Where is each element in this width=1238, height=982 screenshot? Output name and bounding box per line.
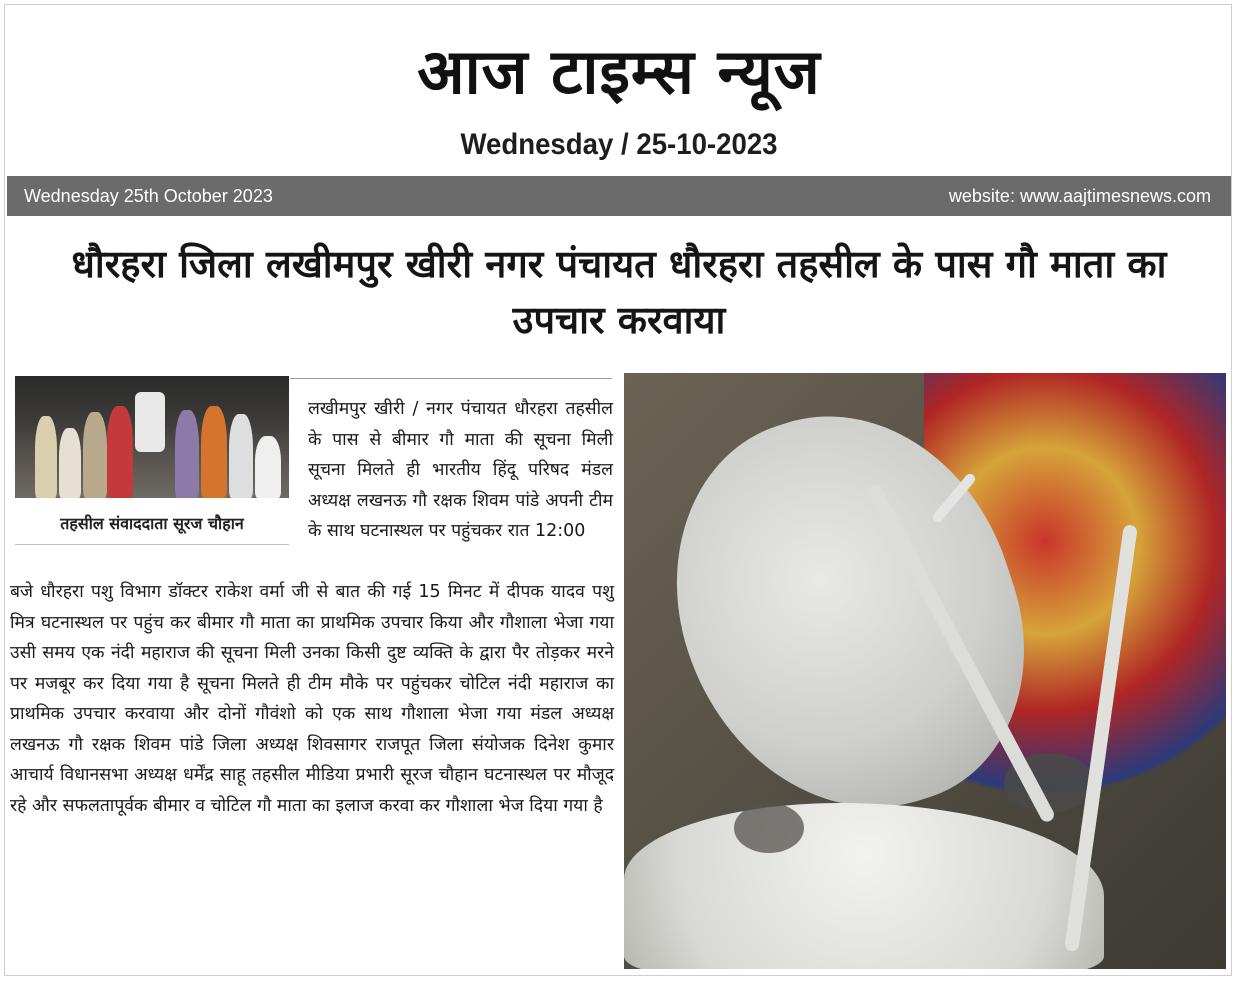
reporter-group-photo: [15, 376, 289, 498]
issue-date: Wednesday / 25-10-2023: [460, 128, 778, 161]
info-bar-website[interactable]: website: www.aajtimesnews.com: [948, 186, 1211, 206]
article-body-intro: लखीमपुर खीरी / नगर पंचायत धौरहरा तहसील के पास से बीमार गौ माता की सूचना मिली सूचना मिलते ही भारतीय हिंदू परिषद मंडल अध्यक्ष लखनऊ गौ रक्षक शिवम पांडे अपनी टीम के साथ घटनास्थल पर पहुंचकर रात 12:00: [308, 399, 613, 541]
info-bar-date: Wednesday 25th October 2023: [24, 186, 273, 206]
article-body-continued: बजे धौरहरा पशु विभाग डॉक्टर राकेश वर्मा जी से बात की गई 15 मिनट में दीपक यादव पशु मित्र घटनास्थल पर पहुंच कर बीमार गौ माता का प्राथमिक उपचार किया और गौशाला भेजा गया उसी समय एक नंदी महाराज की सूचना मिली उनका किसी दुष्ट व्यक्ति के द्वारा पैर तोड़कर मरने पर मजबूर कर दिया गया है सूचना मिलते ही टीम मौके पर पहुंचकर चोटिल नंदी महाराज का प्राथमिक उपचार करवाया और दोनों गौवंशो को एक साथ गौशाला भेजा गया मंडल अध्यक्ष लखनऊ गौ रक्षक शिवम पांडे जिला अध्यक्ष शिवसागर राजपूत जिला संयोजक दिनेश कुमार आचार्य विधानसभा अध्यक्ष धर्मेंद्र साहू तहसील मीडिया प्रभारी सूरज चौहान घटनास्थल पर मौजूद रहे और सफलतापूर्वक बीमार व चोटिल गौ माता का इलाज करवा कर गौशाला भेज दिया गया है: [10, 582, 614, 816]
cow-treatment-photo: [624, 373, 1226, 969]
newspaper-masthead: आज टाइम्स न्यूज: [417, 35, 821, 108]
photo-caption: तहसील संवाददाता सूरज चौहान: [60, 514, 244, 533]
caption-rule: [15, 544, 289, 545]
column-rule: [290, 378, 612, 379]
article-headline: धौरहरा जिला लखीमपुर खीरी नगर पंचायत धौरहरा तहसील के पास गौ माता का उपचार करवाया: [71, 242, 1167, 342]
info-bar: [7, 176, 1231, 216]
